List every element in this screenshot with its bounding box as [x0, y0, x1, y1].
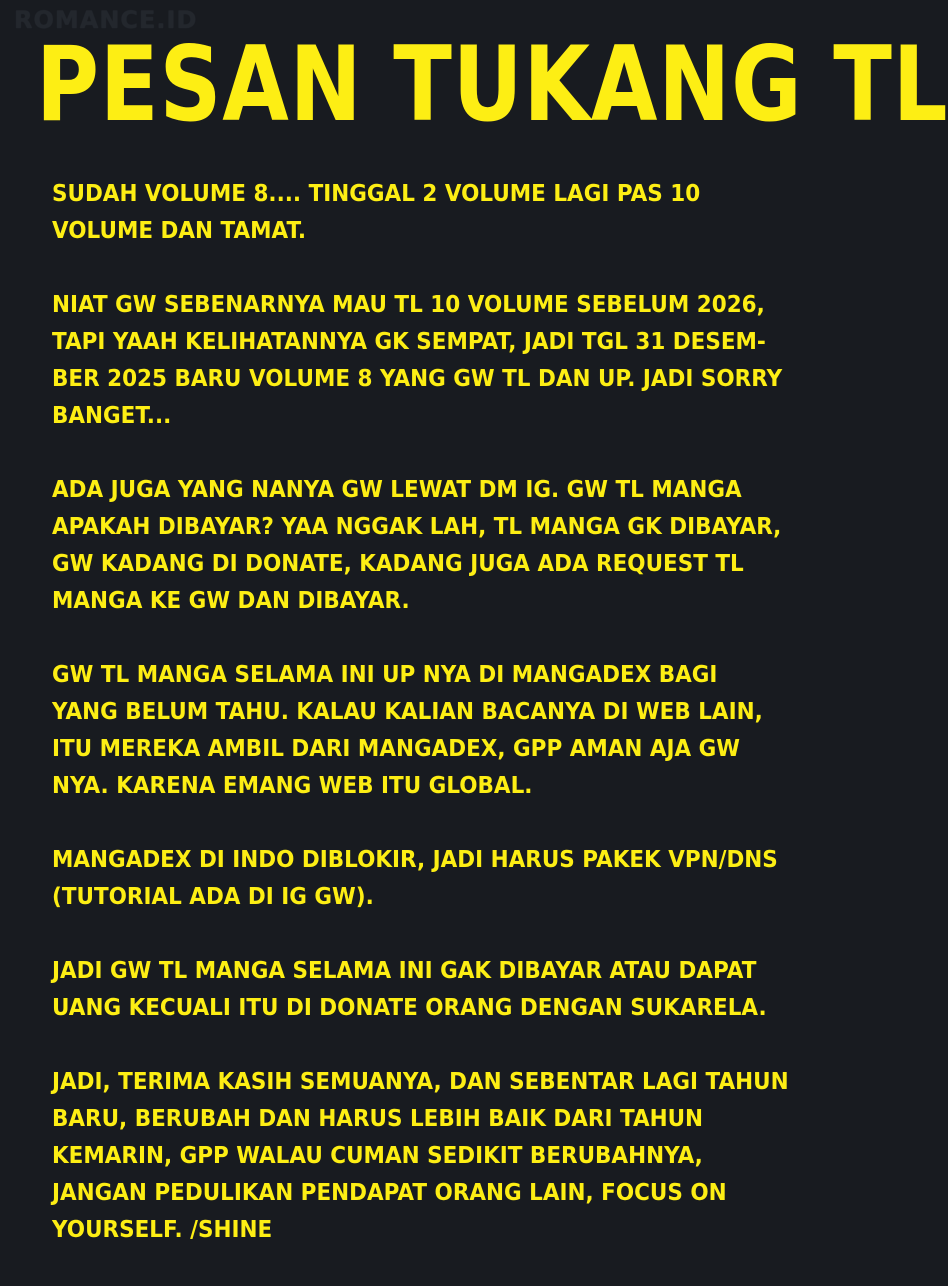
- message-line: YOURSELF. /SHINE: [52, 1217, 273, 1243]
- message-line: SUDAH VOLUME 8.... TINGGAL 2 VOLUME LAGI PAS 10: [52, 181, 701, 207]
- message-paragraph: [52, 842, 834, 916]
- message-line: JANGAN PEDULIKAN PENDAPAT ORANG LAIN, FOCUS ON: [52, 1180, 727, 1206]
- message-paragraph: [52, 176, 834, 250]
- message-line: NYA. KARENA EMANG WEB ITU GLOBAL.: [52, 773, 533, 799]
- message-line: TAPI YAAH KELIHATANNYA GK SEMPAT, JADI TGL 31 DESEM-: [52, 329, 766, 355]
- message-line: ADA JUGA YANG NANYA GW LEWAT DM IG. GW TL MANGA: [52, 477, 742, 503]
- message-line: JADI GW TL MANGA SELAMA INI GAK DIBAYAR ATAU DAPAT: [52, 958, 757, 984]
- message-line: KEMARIN, GPP WALAU CUMAN SEDIKIT BERUBAHNYA,: [52, 1143, 703, 1169]
- message-line: MANGA KE GW DAN DIBAYAR.: [52, 588, 410, 614]
- message-line: (TUTORIAL ADA DI IG GW).: [52, 884, 374, 910]
- message-line: BER 2025 BARU VOLUME 8 YANG GW TL DAN UP. JADI SORRY: [52, 366, 783, 392]
- message-line: GW KADANG DI DONATE, KADANG JUGA ADA REQUEST TL: [52, 551, 744, 577]
- message-line: JADI, TERIMA KASIH SEMUANYA, DAN SEBENTAR LAGI TAHUN: [52, 1069, 789, 1095]
- message-body: [52, 176, 832, 1286]
- message-line: VOLUME DAN TAMAT.: [52, 218, 307, 244]
- message-paragraph: [52, 953, 834, 1027]
- message-line: UANG KECUALI ITU DI DONATE ORANG DENGAN SUKARELA.: [52, 995, 767, 1021]
- message-line: YANG BELUM TAHU. KALAU KALIAN BACANYA DI WEB LAIN,: [52, 699, 763, 725]
- message-line: BANGET...: [52, 403, 172, 429]
- message-line: BARU, BERUBAH DAN HARUS LEBIH BAIK DARI TAHUN: [52, 1106, 704, 1132]
- message-paragraph: [52, 472, 834, 620]
- message-paragraph: [52, 1064, 834, 1249]
- watermark: ROMANCE.ID: [14, 6, 198, 34]
- message-line: MANGADEX DI INDO DIBLOKIR, JADI HARUS PAKEK VPN/DNS: [52, 847, 778, 873]
- message-line: NIAT GW SEBENARNYA MAU TL 10 VOLUME SEBELUM 2026,: [52, 292, 765, 318]
- page-title: PESAN TUKANG TL: [36, 25, 948, 145]
- message-line: GW TL MANGA SELAMA INI UP NYA DI MANGADEX BAGI: [52, 662, 718, 688]
- message-paragraph: [52, 287, 834, 435]
- message-paragraph: [52, 657, 834, 805]
- message-line: ITU MEREKA AMBIL DARI MANGADEX, GPP AMAN AJA GW: [52, 736, 741, 762]
- message-line: APAKAH DIBAYAR? YAA NGGAK LAH, TL MANGA GK DIBAYAR,: [52, 514, 782, 540]
